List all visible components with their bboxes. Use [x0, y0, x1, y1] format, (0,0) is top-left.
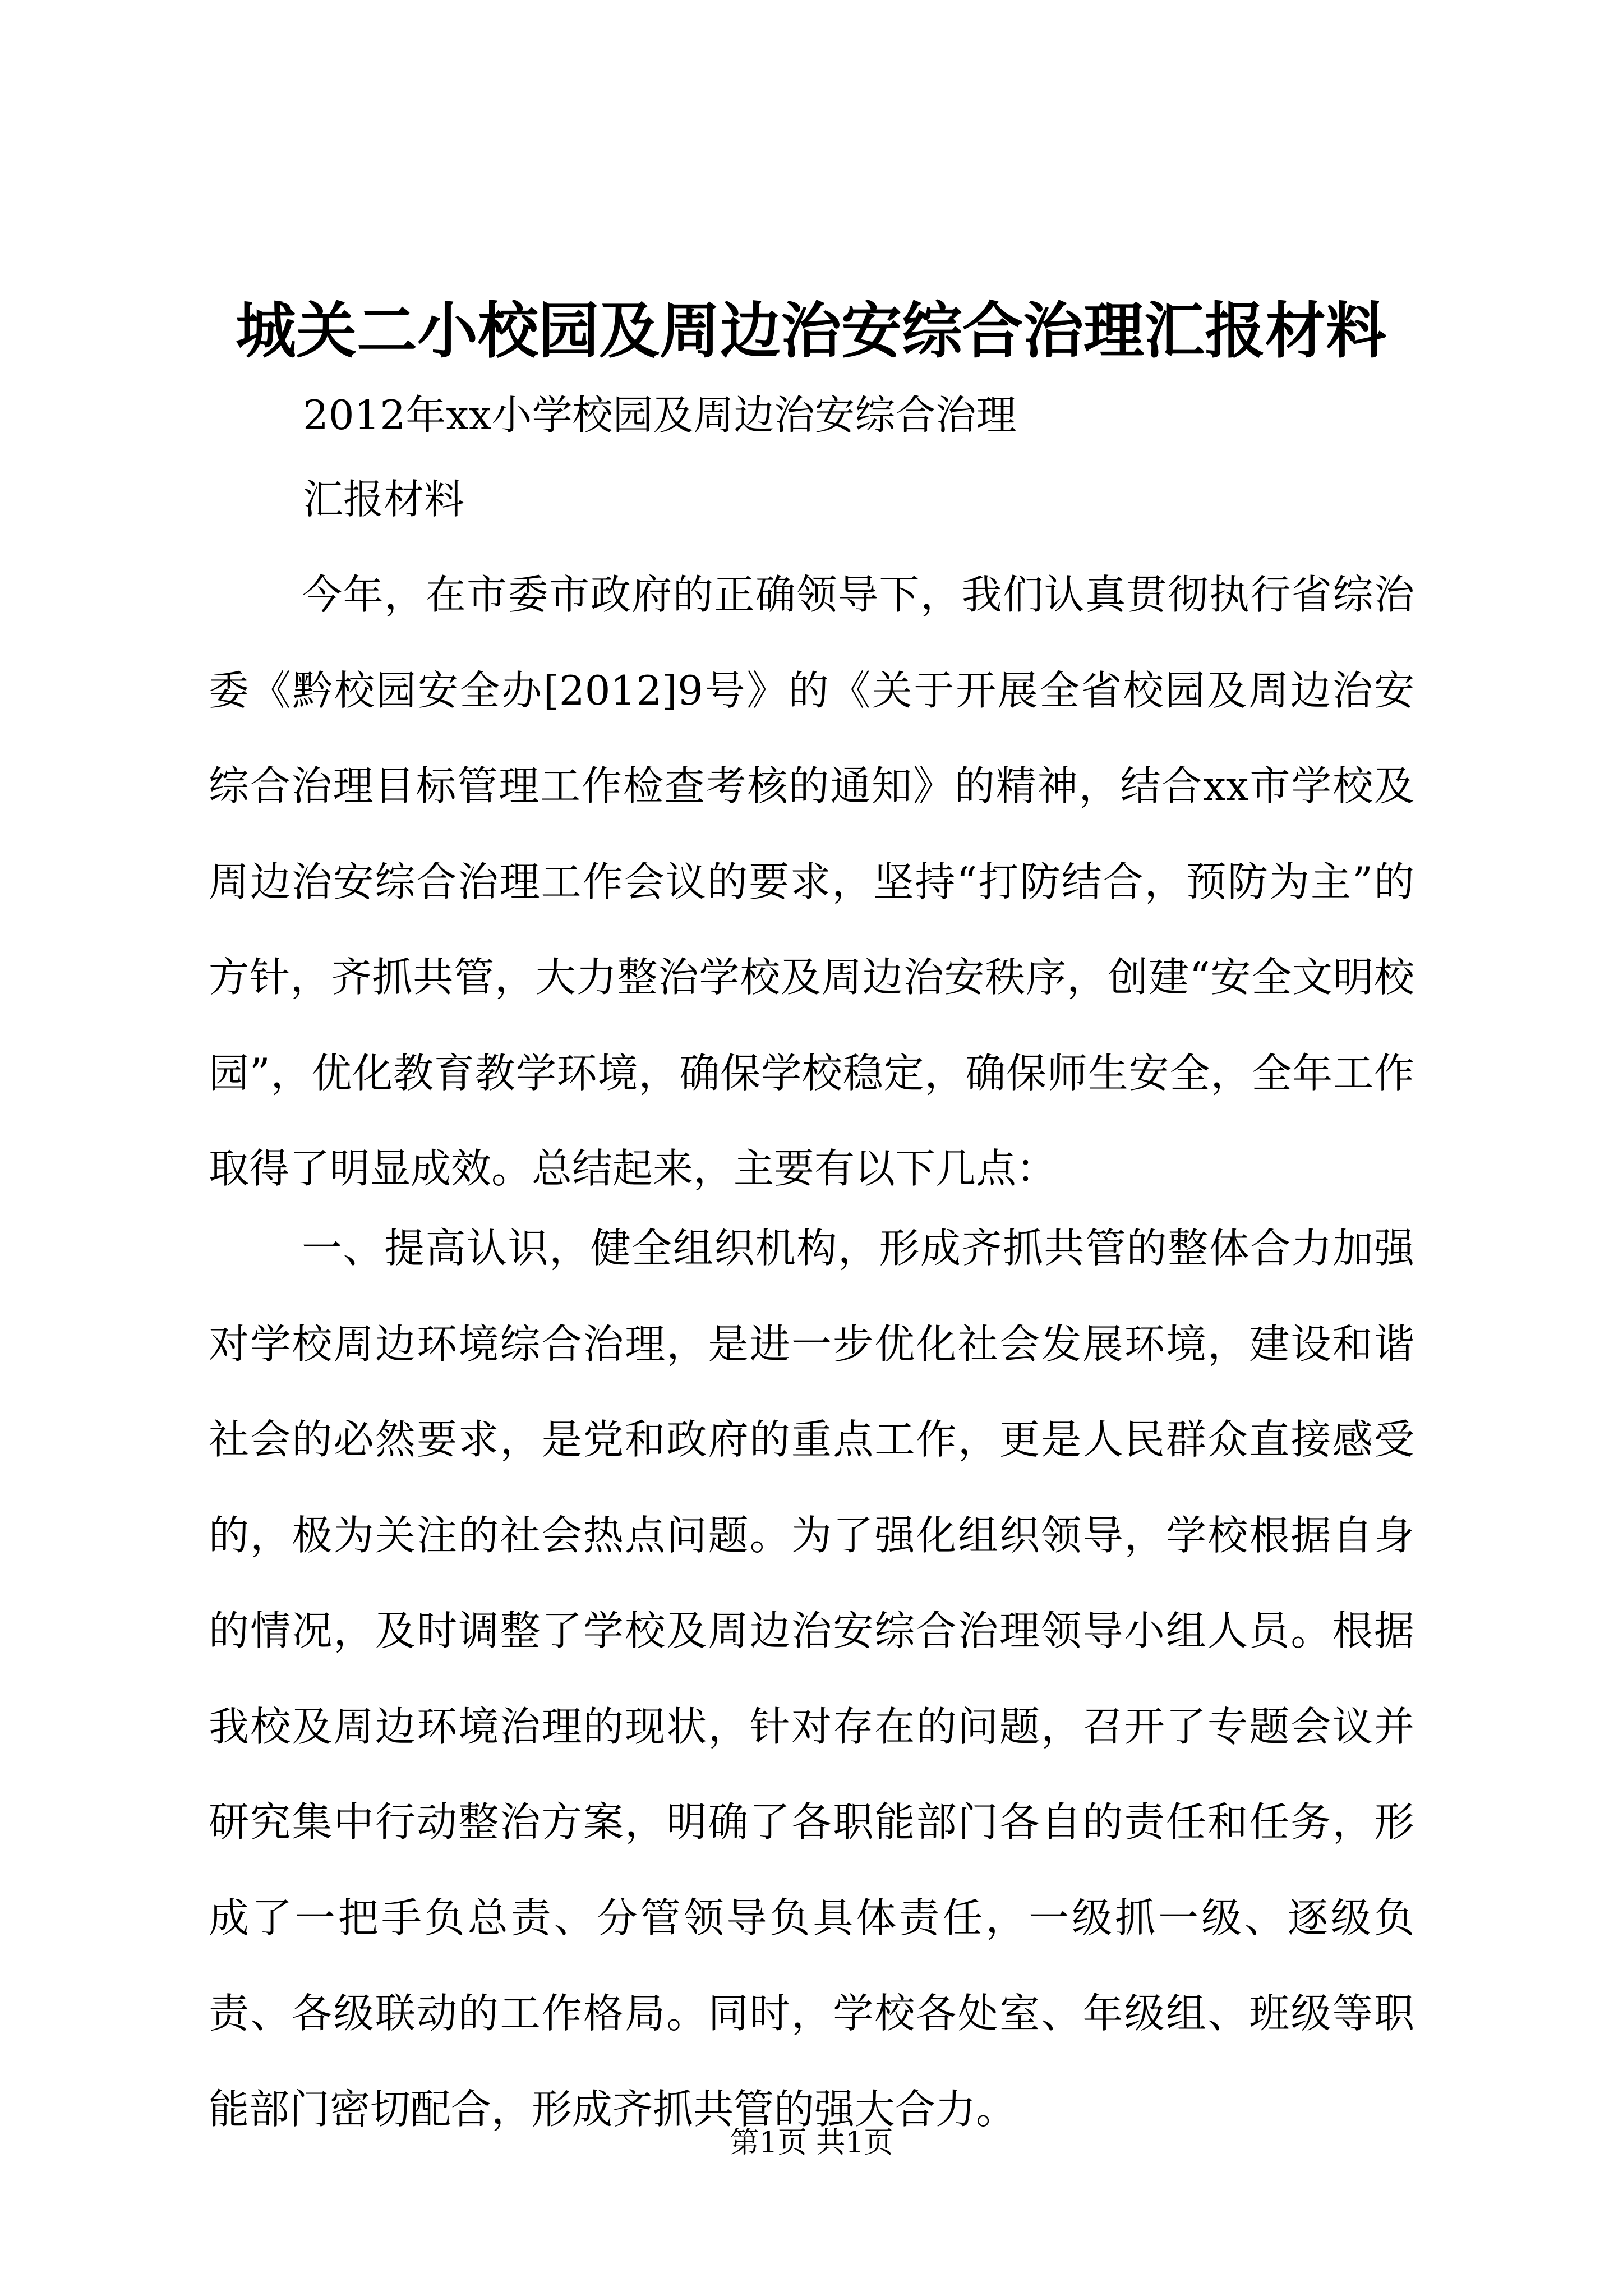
paragraph-2-block: [209, 1200, 1414, 2157]
page-footer: 第1页 共1页: [730, 2126, 893, 2160]
document-subtitle-line1: 2012年xx小学校园及周边治安综合治理: [303, 392, 1017, 439]
document-title: 城关二小校园及周边治安综合治理汇报材料: [236, 296, 1387, 366]
paragraph-2: 一、提高认识，健全组织机构，形成齐抓共管的整体合力加强对学校周边环境综合治理，是进一步优化社会发展环境，建设和谐社会的必然要求，是党和政府的重点工作，更是人民群众直接感受的，极为关注的社会热点问题。为了强化组织领导，学校根据自身的情况，及时调整了学校及周边治安综合治理领导小组人员。根据我校及周边环境治理的现状，针对存在的问题，召开了专题会议并研究集中行动整治方案，明确了各职能部门各自的责任和任务，形成了一把手负总责、分管领导负具体责任，一级抓一级、逐级负责、各级联动的工作格局。同时，学校各处室、年级组、班级等职能部门密切配合，形成齐抓共管的强大合力。: [209, 1225, 1414, 2133]
paragraph-1-block: [209, 547, 1414, 1217]
document-subtitle-line2: 汇报材料: [303, 476, 465, 523]
paragraph-1: 今年，在市委市政府的正确领导下，我们认真贯彻执行省综治委《黔校园安全办[2012]9号》的《关于开展全省校园及周边治安综合治理目标管理工作检查考核的通知》的精神，结合xx市学校及周边治安综合治理工作会议的要求，坚持“打防结合，预防为主”的方针，齐抓共管，大力整治学校及周边治安秩序，创建“安全文明校园”，优化教育教学环境，确保学校稳定，确保师生安全，全年工作取得了明显成效。总结起来，主要有以下几点：: [209, 571, 1414, 1192]
